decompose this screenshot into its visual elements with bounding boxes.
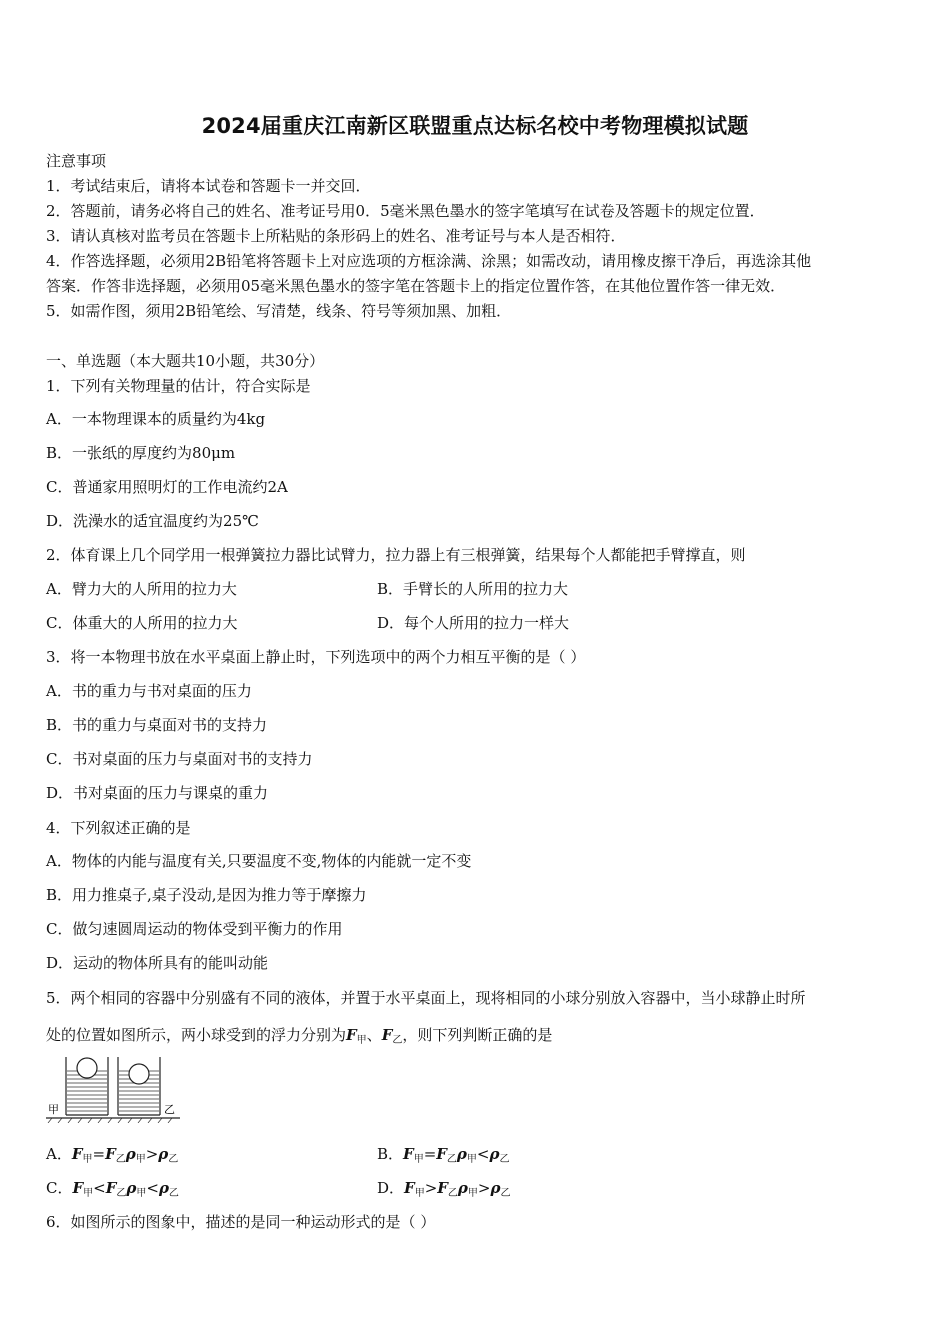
q3-option-c: C．书对桌面的压力与桌面对书的支持力 — [46, 750, 313, 768]
subscript-jia: 甲 — [414, 1188, 425, 1199]
option-prefix: A． — [46, 1145, 72, 1163]
relation-symbol: > — [424, 1179, 438, 1197]
subscript-jia: 甲 — [82, 1154, 93, 1165]
force-symbol: F — [404, 1179, 415, 1197]
subscript-yi: 乙 — [116, 1188, 127, 1199]
notice-item-5: 5．如需作图，须用2B铅笔绘、写清楚，线条、符号等须加黑、加粗． — [46, 302, 512, 320]
density-symbol: ρ — [158, 1145, 169, 1163]
option-prefix: D． — [377, 1179, 405, 1197]
relation-symbol: < — [476, 1145, 490, 1163]
force-symbol: F — [437, 1179, 448, 1197]
force-symbol: F — [436, 1145, 447, 1163]
subscript-jia: 甲 — [466, 1154, 477, 1165]
subscript-yi: 乙 — [168, 1188, 179, 1199]
relation-symbol: < — [146, 1179, 159, 1197]
q2-option-c: C．体重大的人所用的拉力大 — [46, 614, 238, 632]
subscript-yi: 乙 — [392, 1035, 403, 1046]
force-symbol: F — [381, 1026, 393, 1044]
subscript-yi: 乙 — [168, 1154, 179, 1165]
relation-symbol: < — [93, 1179, 106, 1197]
q5-stem-text-b: ，则下列判断正确的是 — [402, 1026, 553, 1044]
q5-option-c — [46, 1178, 179, 1204]
subscript-jia: 甲 — [413, 1154, 424, 1165]
subscript-yi: 乙 — [500, 1188, 511, 1199]
density-symbol: ρ — [456, 1145, 467, 1163]
force-symbol: F — [72, 1179, 84, 1197]
subscript-jia: 甲 — [467, 1188, 478, 1199]
notice-item-2: 2．答题前，请务必将自己的姓名、准考证号用0．5毫米黑色墨水的签字笔填写在试卷及答题卡的规定位置． — [46, 202, 765, 220]
force-symbol: F — [105, 1179, 117, 1197]
force-symbol: F — [71, 1145, 83, 1163]
figure-label-yi: 乙 — [164, 1103, 175, 1116]
notice-item-4-cont: 答案．作答非选择题，必须用05毫米黑色墨水的签字笔在答题卡上的指定位置作答，在其他位置作答一律无效． — [46, 277, 786, 295]
subscript-yi: 乙 — [499, 1154, 510, 1165]
q3-option-b: B．书的重力与桌面对书的支持力 — [46, 716, 268, 734]
force-symbol: F — [346, 1026, 357, 1044]
q5-option-d — [377, 1178, 510, 1204]
notice-heading: 注意事项 — [46, 152, 107, 170]
ball-left — [77, 1058, 97, 1078]
density-symbol: ρ — [126, 1179, 137, 1197]
containers-figure — [46, 1055, 180, 1123]
subscript-yi: 乙 — [446, 1154, 457, 1165]
notice-item-4: 4．作答选择题，必须用2B铅笔将答题卡上对应选项的方框涂满、涂黑；如需改动，请用橡皮擦干净后，再选涂其他 — [46, 252, 812, 270]
notice-item-3: 3．请认真核对监考员在答题卡上所粘贴的条形码上的姓名、准考证号与本人是否相符． — [46, 227, 626, 245]
q5-stem-line1: 5．两个相同的容器中分别盛有不同的液体，并置于水平桌面上，现将相同的小球分别放入容器中，当小球静止时所 — [46, 989, 806, 1007]
q5-stem-line2 — [46, 1025, 552, 1051]
relation-symbol: = — [92, 1145, 106, 1163]
q1-option-d: D．洗澡水的适宜温度约为25℃ — [46, 512, 259, 530]
q2-option-d: D．每个人所用的拉力一样大 — [377, 614, 570, 632]
q6-stem: 6．如图所示的图象中，描述的是同一种运动形式的是（ ） — [46, 1213, 436, 1231]
q5-option-b — [377, 1144, 509, 1170]
q1-option-a: A．一本物理课本的质量约为4kg — [46, 410, 266, 428]
force-symbol: F — [403, 1145, 414, 1163]
section-heading: 一、单选题（本大题共10小题，共30分） — [46, 352, 325, 370]
option-prefix: B． — [377, 1145, 404, 1163]
figure-label-jia: 甲 — [48, 1103, 59, 1116]
density-symbol: ρ — [490, 1179, 501, 1197]
q3-option-a: A．书的重力与书对桌面的压力 — [46, 682, 252, 700]
q4-option-b: B．用力推桌子,桌子没动,是因为推力等于摩擦力 — [46, 886, 367, 904]
subscript-yi: 乙 — [115, 1154, 126, 1165]
q1-stem: 1．下列有关物理量的估计，符合实际是 — [46, 377, 311, 395]
relation-symbol: > — [145, 1145, 159, 1163]
subscript-jia: 甲 — [356, 1035, 367, 1046]
subscript-jia: 甲 — [83, 1188, 94, 1199]
notice-item-1: 1．考试结束后，请将本试卷和答题卡一并交回． — [46, 177, 371, 195]
q5-option-a — [46, 1144, 178, 1170]
q1-option-c: C．普通家用照明灯的工作电流约2A — [46, 478, 288, 496]
relation-symbol: > — [477, 1179, 491, 1197]
density-symbol: ρ — [125, 1145, 136, 1163]
density-symbol: ρ — [158, 1179, 169, 1197]
q3-stem: 3．将一本物理书放在水平桌面上静止时，下列选项中的两个力相互平衡的是（ ） — [46, 648, 586, 666]
q1-option-b: B．一张纸的厚度约为80μm — [46, 444, 236, 462]
density-symbol: ρ — [489, 1145, 500, 1163]
q4-stem: 4．下列叙述正确的是 — [46, 819, 191, 837]
subscript-jia: 甲 — [136, 1188, 147, 1199]
q2-stem: 2．体育课上几个同学用一根弹簧拉力器比试臂力，拉力器上有三根弹簧，结果每个人都能把手臂撑直，则 — [46, 546, 746, 564]
q3-option-d: D．书对桌面的压力与课桌的重力 — [46, 784, 269, 802]
density-symbol: ρ — [457, 1179, 468, 1197]
force-symbol: F — [105, 1145, 116, 1163]
q4-option-c: C．做匀速圆周运动的物体受到平衡力的作用 — [46, 920, 343, 938]
q2-option-a: A．臂力大的人所用的拉力大 — [46, 580, 237, 598]
q4-option-a: A．物体的内能与温度有关,只要温度不变,物体的内能就一定不变 — [46, 852, 472, 870]
subscript-yi: 乙 — [447, 1188, 458, 1199]
option-prefix: C． — [46, 1179, 73, 1197]
page-title: 2024届重庆江南新区联盟重点达标名校中考物理模拟试题 — [201, 114, 749, 138]
q4-option-d: D．运动的物体所具有的能叫动能 — [46, 954, 269, 972]
relation-symbol: = — [423, 1145, 437, 1163]
ball-right — [129, 1064, 149, 1084]
q5-stem-text-a: 处的位置如图所示，两小球受到的浮力分别为 — [46, 1026, 347, 1044]
q2-option-b: B．手臂长的人所用的拉力大 — [377, 580, 569, 598]
separator: 、 — [366, 1026, 382, 1044]
subscript-jia: 甲 — [135, 1154, 146, 1165]
